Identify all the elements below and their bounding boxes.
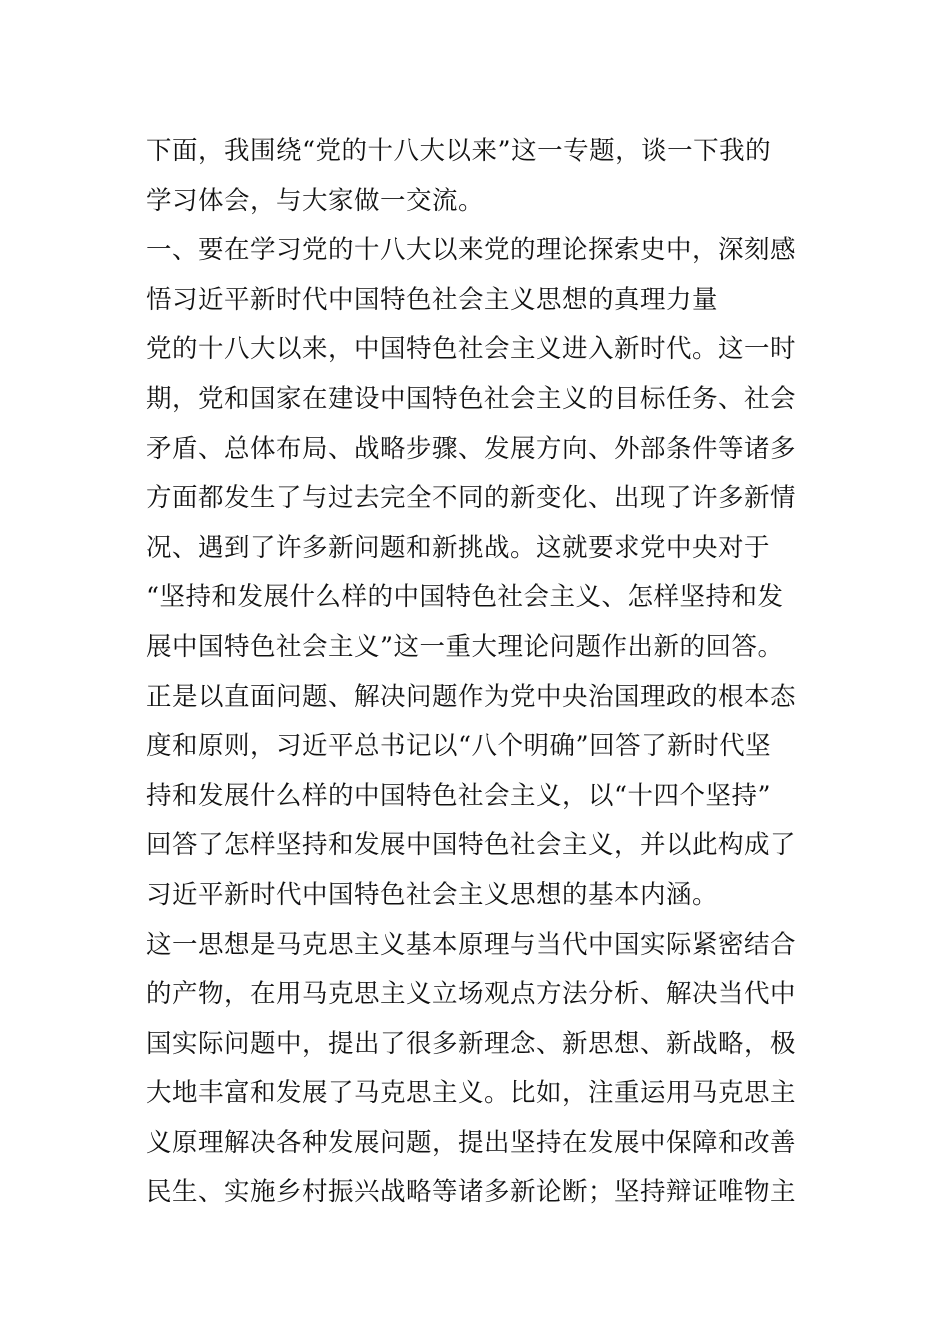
text-line-20: 大地丰富和发展了马克思主义。比如，注重运用马克思主 (146, 1078, 797, 1109)
text-line-18: 的产物，在用马克思主义立场观点方法分析、解决当代中 (146, 979, 797, 1010)
text-line-2: 学习体会，与大家做一交流。 (146, 185, 485, 216)
text-line-7: 矛盾、总体布局、战略步骤、发展方向、外部条件等诸多 (146, 433, 797, 464)
text-line-1: 下面，我围绕“党的十八大以来”这一专题，谈一下我的 (146, 136, 772, 166)
text-line-6: 期，党和国家在建设中国特色社会主义的目标任务、社会 (146, 383, 797, 414)
text-line-15: 回答了怎样坚持和发展中国特色社会主义，并以此构成了 (146, 830, 797, 861)
text-line-13: 度和原则，习近平总书记以“八个明确”回答了新时代坚 (146, 731, 772, 762)
text-line-21: 义原理解决各种发展问题，提出坚持在发展中保障和改善 (146, 1127, 797, 1158)
text-line-9: 况、遇到了许多新问题和新挑战。这就要求党中央对于 (146, 532, 771, 563)
text-line-17: 这一思想是马克思主义基本原理与当代中国实际紧密结合 (146, 929, 797, 960)
text-line-10: “坚持和发展什么样的中国特色社会主义、怎样坚持和发 (146, 582, 784, 613)
section-heading-line-2: 悟习近平新时代中国特色社会主义思想的真理力量 (146, 284, 719, 315)
text-line-11: 展中国特色社会主义”这一重大理论问题作出新的回答。 (146, 631, 784, 662)
document-body (146, 127, 816, 1218)
section-heading-line-1: 一、要在学习党的十八大以来党的理论探索史中，深刻感 (146, 235, 797, 266)
text-line-5: 党的十八大以来，中国特色社会主义进入新时代。这一时 (146, 334, 797, 365)
text-line-16: 习近平新时代中国特色社会主义思想的基本内涵。 (146, 879, 719, 910)
text-line-14: 持和发展什么样的中国特色社会主义，以“十四个坚持” (146, 780, 772, 811)
text-line-12: 正是以直面问题、解决问题作为党中央治国理政的根本态 (146, 681, 797, 712)
text-line-19: 国实际问题中，提出了很多新理念、新思想、新战略，极 (146, 1028, 797, 1059)
text-line-22: 民生、实施乡村振兴战略等诸多新论断；坚持辩证唯物主 (146, 1177, 797, 1208)
text-line-8: 方面都发生了与过去完全不同的新变化、出现了许多新情 (146, 483, 797, 514)
